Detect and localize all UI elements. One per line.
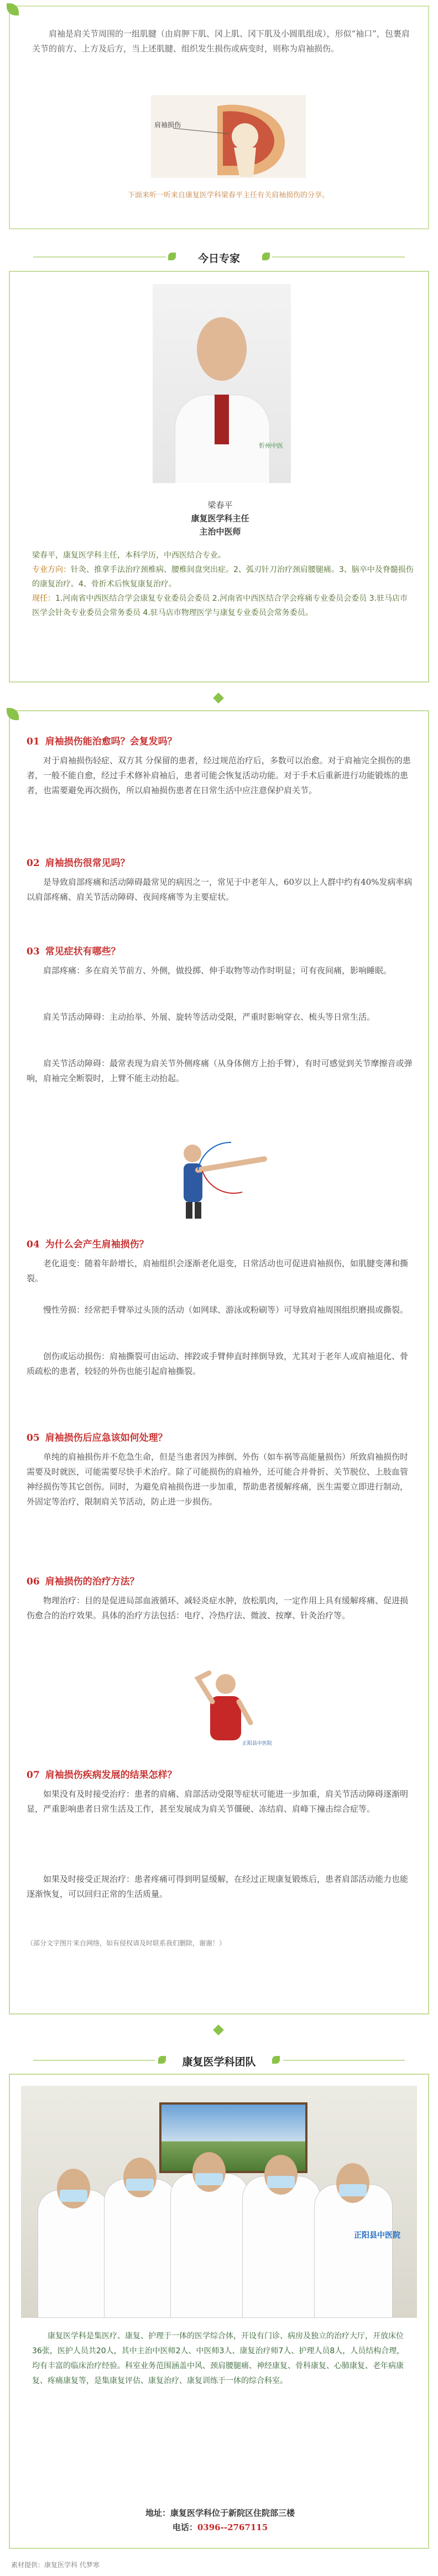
specialty-label: 专业方向： [32,565,71,574]
staff-member [104,2179,177,2318]
intro-text: 肩袖是肩关节周围的一组肌腱（由肩胛下肌、冈上肌、冈下肌及小圆肌组成），形似“袖口”，包裹肩关节的前方、上方及后方，当上述肌腱、组织发生损伤或病变时，则称为肩袖损伤。 [32,29,410,54]
address-value: 康复医学科位于新院区住院部三楼 [170,2508,295,2518]
expert-section-title: 今日专家 [197,253,240,265]
leaf-icon [272,2056,280,2064]
specialty-text: 针灸、推拿手法治疗颈椎病、腰椎间盘突出症。2、弧刃针刀治疗颈肩腰腿痛。3、脑卒中及脊髓损伤的康复治疗。4、骨折术后恢复康复治疗。 [32,565,414,589]
staff-head [264,2155,298,2195]
expert-section-header [0,246,438,268]
article-card [9,710,429,2014]
face-mask [60,2190,87,2202]
answer-7b: 如果及时接受正规治疗：患者疼痛可得到明显缓解，在经过正规康复锻炼后，患者肩部活动能力也能逐渐恢复，可以回归正常的生活质量。 [27,1874,409,1899]
question-3: 03 常见症状有哪些？ [27,946,121,957]
expert-card [9,271,429,683]
staff-member [242,2176,321,2318]
expert-head [197,317,247,381]
question-1: 01 肩袖损伤能治愈吗？会复发吗？ [27,736,177,747]
address-label: 地址： [145,2508,170,2518]
answer-4b: 慢性劳损：经常把手臂举过头顶的活动（如网球、游泳或粉刷等）可导致肩袖周围组织磨损或撕裂。 [43,1305,409,1315]
diamond-divider-icon [213,2024,224,2035]
team-section-header [0,2049,438,2071]
expert-dept-title: 康复医学科主任 [191,513,249,523]
expert-rank: 主治中医师 [199,527,241,537]
expert-bio [32,548,414,620]
question-2: 02 肩袖损伤很常见吗？ [27,858,130,869]
team-photo-watermark: 正阳县中医院 [354,2231,400,2240]
face-mask [267,2176,295,2188]
anatomy-label: 肩袖损伤 [154,121,181,129]
question-7: 07 肩袖损伤疾病发展的结果怎样？ [27,1770,177,1781]
phone-line [10,2520,430,2535]
answer-7a: 如果没有及时接受治疗：患者的肩痛、肩部活动受限等症状可能进一步加重，肩关节活动障碍逐渐明显，严重影响患者日常生活及工作，甚至发展成为肩关节僵硬、冻结肩、肩峰下撞击综合症等。 [27,1789,409,1814]
staff-member [314,2184,393,2318]
intro-card [9,6,429,229]
face-mask [195,2173,223,2185]
phone-value: 0396--2767115 [197,2522,268,2532]
answer-6: 物理治疗：目的是促进局部血液循环、减轻炎症水肿，放松肌肉，一定作用上具有缓解疼痛、促进损伤愈合的治疗效果。具体的治疗方法包括：电疗、冷热疗法、微波、按摩、针灸治疗等。 [27,1596,409,1620]
staff-head [57,2169,90,2208]
leaf-icon [7,3,19,15]
article-footnote: （部分文字图片来自网络，如有侵权请及时联系我们删除，谢谢！） [27,1939,226,1947]
team-contact [10,2506,430,2535]
office-label: 现任： [32,594,55,603]
bio-office [32,591,414,620]
bio-specialty [32,563,414,591]
office-text: 1.河南省中西医结合学会康复专业委员会委员 2.河南省中西医结合学会疼痛专业委员会委员 3.驻马店市医学会针灸专业委员会常务委员 4.驻马店市物理医学与康复专业委员会常务委员。 [32,594,408,617]
expert-name-block [10,499,430,538]
staff-member [170,2173,249,2318]
shoulder-anatomy-image [151,95,306,178]
face-mask [339,2184,367,2196]
arm-raise-illustration [159,1131,281,1220]
answer-4a: 老化退变：随着年龄增长，肩袖组织会逐渐老化退变，日常活动也可促进肩袖损伤，如肌腱变薄和撕裂。 [27,1258,409,1283]
answer-3a: 肩部疼痛：多在肩关节前方、外侧，做投掷、伸手取物等动作时明显；可有夜间痛，影响睡眠。 [43,966,392,975]
expert-tie [215,395,229,444]
bio-intro: 梁春平，康复医学科主任，本科学历，中西医结合专业。 [32,551,226,560]
question-5: 05 肩袖损伤后应急该如何处理？ [27,1433,168,1444]
material-credit: 素材提供：康复医学科 代梦寒 [11,2561,100,2569]
expert-photo [153,284,291,483]
answer-4c: 创伤或运动损伤：肩袖撕裂可由运动、摔跤或手臂伸直时摔倒导致，尤其对于老年人或肩袖退化、骨质疏松的患者，较轻的外伤也能引起肩袖撕裂。 [27,1351,409,1376]
question-4: 04 为什么会产生肩袖损伤？ [27,1239,149,1250]
address-line [10,2506,430,2520]
team-section-title: 康复医学科团队 [182,2056,256,2068]
staff-head [192,2152,226,2192]
staff-head [123,2158,157,2197]
intro-note: 下面来听一听来自康复医学科梁春平主任有关肩袖损伤的分享。 [127,191,329,200]
question-6: 06 肩袖损伤的治疗方法？ [27,1576,139,1587]
answer-3b: 肩关节活动障碍：主动抬举、外展、旋转等活动受限，严重时影响穿衣、梳头等日常生活。 [43,1012,376,1022]
answer-5: 单纯的肩袖损伤并不危急生命，但是当患者因为摔倒、外伤（如车祸等高能量损伤）所致肩袖损伤时需要及时就医，可能需要尽快手术治疗。除了可能损伤的肩袖外，还可能合并骨折、关节脱位、上肢血管神经损伤等其它创伤。同时，为避免肩袖损伤进一步加重，帮助患者缓解疼痛，医生需要立即进行制动，外固定等治疗，限制肩关节活动，防止进一步损伤。 [27,1452,409,1507]
divider-line [272,256,405,258]
answer-3c: 肩关节活动障碍：最常表现为肩关节外侧疼痛（从身体侧方上抬手臂），有时可感觉到关节摩擦音或弹响，肩袖完全断裂时，上臂不能主动抬起。 [27,1058,413,1083]
leaf-icon [262,253,270,260]
face-mask [126,2179,154,2191]
illustration-logo: 正阳县中医院 [242,1741,273,1746]
team-photo [21,2086,417,2318]
divider-line [283,2060,405,2061]
staff-member [38,2190,111,2318]
leaf-icon [7,708,19,720]
team-description: 康复医学科是集医疗、康复、护理于一体的医学综合体，开设有门诊、病房及独立的治疗大厅，开放床位36张，医护人员共20人，其中主治中医师2人、中医师3人、康复治疗师7人、护理人员8人，人员结构合理，均有丰富的临床治疗经验。科室业务范围涵盖中风、颈肩腰腿痛、神经康复、骨科康复、心肺康复、老年病康复、疼痛康复等，是集康复评估、康复治疗、康复训练于一体的综合科室。 [32,2332,405,2385]
staff-head [336,2163,369,2203]
team-card [9,2074,429,2549]
expert-name: 梁春平 [207,500,233,510]
photo-watermark: 忻州中医 [259,442,283,449]
shoulder-stretch-illustration [176,1662,275,1750]
answer-1: 对于肩袖损伤轻症、双方其 分保留的患者，经过规范治疗后，多数可以治愈。对于肩袖完全损伤的患者，一般不能自愈，经过手术修补肩袖后，患者可能会恢复活动功能。对于手术后重新进行功能锻炼的患者，也需要避免再次损伤，所以肩袖损伤患者在日常生活中应注意保护肩关节。 [27,756,411,795]
diamond-divider-icon [213,692,224,704]
phone-label: 电话： [172,2522,197,2532]
answer-2: 是导致肩部疼痛和活动障碍最常见的病因之一，常见于中老年人，60岁以上人群中约有40%发病率病以肩部疼痛、肩关节活动障碍、夜间疼痛等为主要症状。 [27,877,413,902]
